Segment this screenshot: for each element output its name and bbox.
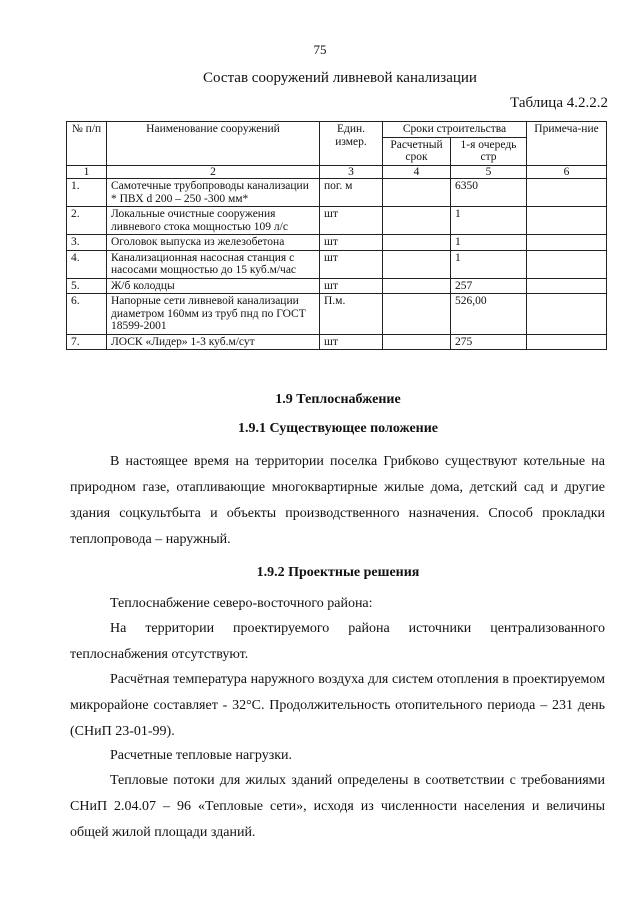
page-number: 75 xyxy=(313,42,327,57)
row-first: 526,00 xyxy=(451,294,527,335)
row-first: 1 xyxy=(451,235,527,251)
row-calc xyxy=(383,207,451,235)
table-title: Состав сооружений ливневой канализации xyxy=(203,70,477,86)
row-calc xyxy=(383,250,451,278)
row-first: 1 xyxy=(451,250,527,278)
table-row xyxy=(67,235,607,251)
row-unit: шт xyxy=(320,250,383,278)
row-name: Канализационная насосная станция с насосами мощностью до 15 куб.м/час xyxy=(107,250,320,278)
header-first-stage: 1-я очередь стр xyxy=(451,137,527,165)
row-note xyxy=(527,278,607,294)
row-name: Напорные сети ливневой канализации диаметром 160мм из труб пнд по ГОСТ 18599-2001 xyxy=(107,294,320,335)
row-calc xyxy=(383,334,451,350)
table-row xyxy=(67,278,607,294)
table-row xyxy=(67,294,607,335)
col-number: 2 xyxy=(107,165,320,179)
row-name: Ж/б колодцы xyxy=(107,278,320,294)
row-note xyxy=(527,294,607,335)
header-unit: Един. измер. xyxy=(320,122,383,166)
row-name: Оголовок выпуска из железобетона xyxy=(107,235,320,251)
row-num: 6. xyxy=(67,294,107,335)
row-name: Локальные очистные сооружения ливневого стока мощностью 109 л/с xyxy=(107,207,320,235)
row-first: 275 xyxy=(451,334,527,350)
row-calc xyxy=(383,235,451,251)
row-calc xyxy=(383,179,451,207)
structures-table xyxy=(66,121,607,350)
row-unit: П.м. xyxy=(320,294,383,335)
subsection-heading-existing: 1.9.1 Существующее положение xyxy=(238,421,438,436)
row-unit: шт xyxy=(320,235,383,251)
paragraph-heat-flows: Тепловые потоки для жилых зданий определены в соответствии с требованиями СНиП 2.04.07 – 96 «Тепловые сети», исходя из численности населения и величины общей жилой площади зданий. xyxy=(70,773,605,840)
row-num: 5. xyxy=(67,278,107,294)
row-calc xyxy=(383,294,451,335)
row-unit: шт xyxy=(320,207,383,235)
paragraph-temperature: Расчётная температура наружного воздуха для систем отопления в проектируемом микрорайоне составляет - 32°С. Продолжительность отопительного периода – 231 день (СНиП 23-01-99). xyxy=(70,672,605,739)
table-row xyxy=(67,334,607,350)
table-row xyxy=(67,207,607,235)
paragraph-no-sources: На территории проектируемого района источники централизованного теплоснабжения отсутствуют. xyxy=(70,621,605,662)
row-first: 6350 xyxy=(451,179,527,207)
column-number-row xyxy=(67,165,607,179)
header-note: Примеча-ние xyxy=(527,122,607,166)
header-calc-term: Расчетный срок xyxy=(383,137,451,165)
section-heading-heat-supply: 1.9 Теплоснабжение xyxy=(275,392,401,407)
row-num: 4. xyxy=(67,250,107,278)
row-note xyxy=(527,334,607,350)
row-first: 257 xyxy=(451,278,527,294)
header-terms: Сроки строительства xyxy=(383,122,527,138)
table-header-row xyxy=(67,122,607,138)
row-unit: пог. м xyxy=(320,179,383,207)
table-row xyxy=(67,179,607,207)
subsection-heading-design: 1.9.2 Проектные решения xyxy=(256,565,420,580)
row-num: 3. xyxy=(67,235,107,251)
row-calc xyxy=(383,278,451,294)
table-label: Таблица 4.2.2.2 xyxy=(510,95,608,111)
row-name: ЛОСК «Лидер» 1-3 куб.м/сут xyxy=(107,334,320,350)
row-num: 1. xyxy=(67,179,107,207)
table-row xyxy=(67,250,607,278)
col-number: 3 xyxy=(320,165,383,179)
header-name: Наименование сооружений xyxy=(107,122,320,166)
row-name: Самотечные трубопроводы канализации * ПВХ d 200 – 250 -300 мм* xyxy=(107,179,320,207)
paragraph-existing-situation: В настоящее время на территории поселка Грибково существуют котельные на природном газе, отапливающие многоквартирные жилые дома, детский сад и другие здания соцкультбыта и объекты производственного назначения. Способ прокладки теплопровода – наружный. xyxy=(70,454,605,547)
col-number: 1 xyxy=(67,165,107,179)
row-note xyxy=(527,250,607,278)
row-first: 1 xyxy=(451,207,527,235)
row-num: 7. xyxy=(67,334,107,350)
row-note xyxy=(527,207,607,235)
row-unit: шт xyxy=(320,334,383,350)
col-number: 6 xyxy=(527,165,607,179)
paragraph-heat-loads: Расчетные тепловые нагрузки. xyxy=(110,748,293,763)
col-number: 4 xyxy=(383,165,451,179)
col-number: 5 xyxy=(451,165,527,179)
row-note xyxy=(527,235,607,251)
paragraph-northeast: Теплоснабжение северо-восточного района: xyxy=(110,596,373,611)
row-num: 2. xyxy=(67,207,107,235)
row-note xyxy=(527,179,607,207)
row-unit: шт xyxy=(320,278,383,294)
header-num: № п/п xyxy=(67,122,107,166)
